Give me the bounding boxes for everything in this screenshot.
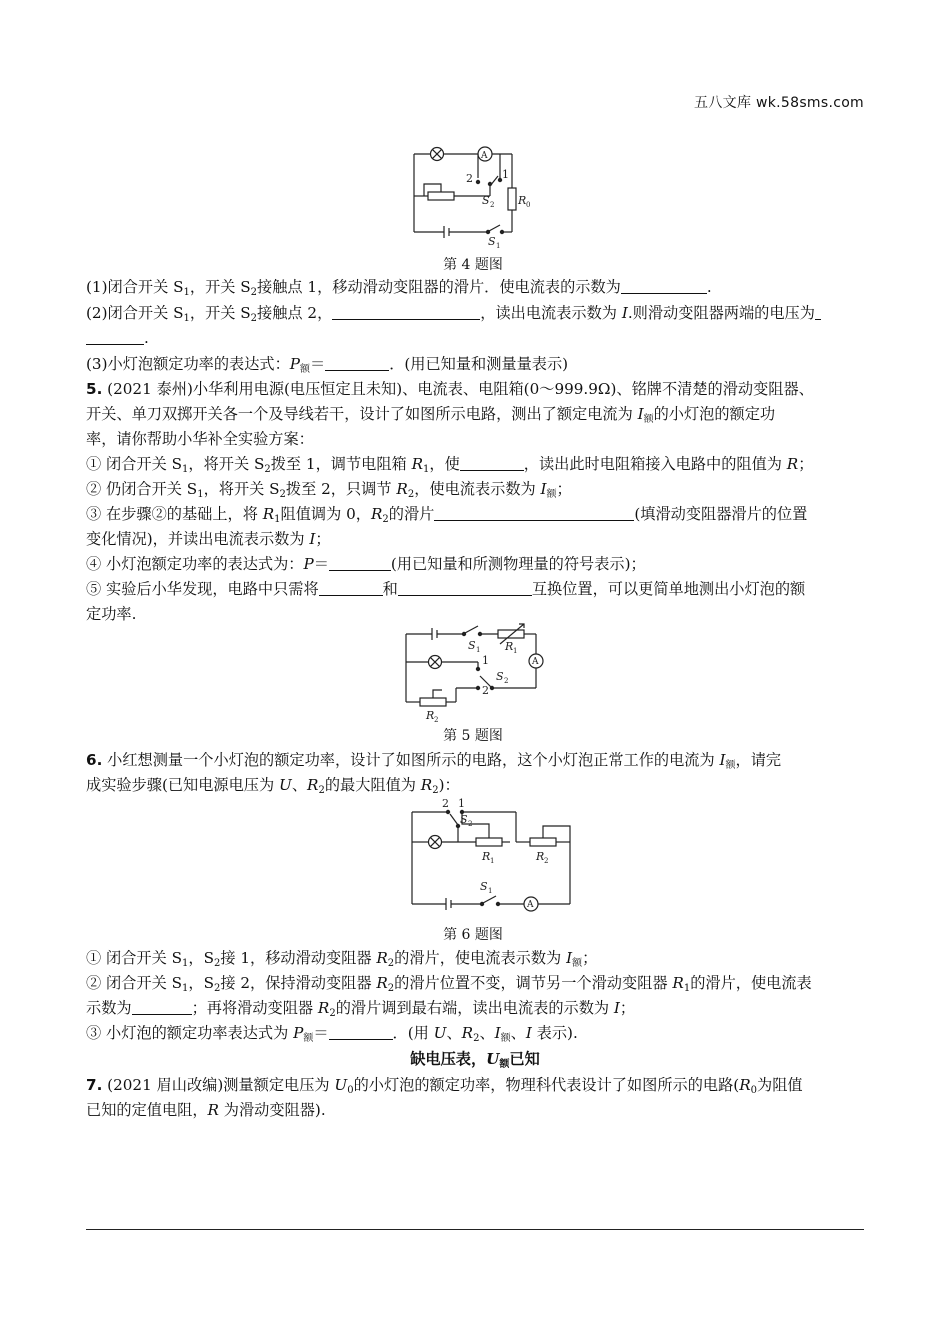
svg-text:1: 1 [482, 654, 489, 667]
svg-text:0: 0 [526, 201, 531, 209]
section-heading: 缺电压表，$U_额$已知 [410, 1050, 540, 1070]
resistance-box [498, 630, 524, 638]
answer-blank[interactable] [332, 303, 480, 320]
q4-step-2-cont: . [86, 326, 866, 351]
svg-text:A: A [527, 900, 534, 910]
answer-blank[interactable] [86, 328, 144, 345]
answer-blank[interactable] [325, 354, 389, 371]
q6-step-2-cont: 示数为 ；再将滑动变阻器 $R_2$的滑片调到最右端，读出电流表的示数为 I； [86, 999, 636, 1019]
svg-text:2: 2 [434, 716, 439, 724]
svg-text:1: 1 [458, 797, 465, 810]
svg-text:R: R [482, 850, 491, 863]
svg-text:1: 1 [490, 857, 495, 865]
rheostat-r2 [530, 838, 556, 846]
svg-text:R: R [518, 194, 527, 207]
svg-text:A: A [481, 151, 488, 161]
q4-step-3: (3)小灯泡额定功率的表达式：$P_额=$ ．(用已知量和测量量表示) [86, 355, 569, 375]
answer-blank[interactable] [398, 579, 532, 596]
answer-blank[interactable] [319, 579, 383, 596]
svg-text:S: S [488, 235, 496, 248]
answer-blank[interactable] [132, 998, 192, 1015]
q6-step-1: ① 闭合开关 $S_1$，$S_2$接 1，移动滑动变阻器 $R_2$的滑片，使电流表示数为 $I_额$； [86, 949, 598, 969]
svg-text:A: A [532, 657, 539, 667]
svg-text:R: R [536, 850, 545, 863]
q5-step-2: ② 仍闭合开关 $S_1$，将开关 $S_2$拨至 2，只调节 $R_2$，使电流表示数为 $I_额$； [86, 480, 572, 500]
answer-blank[interactable] [815, 303, 821, 320]
r0-resistor [508, 188, 516, 210]
rheostat-r1 [476, 838, 502, 846]
svg-text:2: 2 [468, 820, 473, 828]
answer-blank[interactable] [329, 1023, 393, 1040]
q5-step-4: ④ 小灯泡额定功率的表达式为：P＝ (用已知量和所测物理量的符号表示)； [86, 555, 646, 573]
site-watermark: 五八文库 wk.58sms.com [694, 95, 864, 111]
svg-text:S: S [468, 639, 476, 652]
svg-text:1: 1 [476, 646, 481, 654]
svg-text:S: S [496, 670, 504, 683]
q5-step-5: ⑤ 实验后小华发现，电路中只需将 和 互换位置，可以更简单地测出小灯泡的额 [86, 580, 806, 598]
circuit-figure-4 [404, 142, 544, 252]
q7-intro-2: 已知的定值电阻，R 为滑动变阻器). [86, 1101, 326, 1119]
circuit-figure-6 [400, 796, 580, 918]
q5-step-5-cont: 定功率. [86, 605, 137, 623]
answer-blank[interactable] [329, 554, 391, 571]
svg-text:R: R [426, 709, 435, 722]
svg-text:S: S [460, 813, 468, 826]
svg-text:S: S [482, 194, 490, 207]
q6-intro-1: 6. 小红想测量一个小灯泡的额定功率，设计了如图所示的电路，这个小灯泡正常工作的电流为 $I_额$，请完 [86, 751, 782, 771]
svg-text:2: 2 [544, 857, 549, 865]
answer-blank[interactable] [434, 504, 634, 521]
q5-step-3: ③ 在步骤②的基础上，将 $R_1$阻值调为 0，$R_2$的滑片 (填滑动变阻器滑片的位置 [86, 505, 808, 525]
svg-text:2: 2 [466, 172, 473, 185]
q6-intro-2: 成实验步骤(已知电源电压为 U、$R_2$的最大阻值为 $R_2$)： [86, 776, 460, 796]
answer-blank[interactable] [621, 277, 707, 294]
footer-divider [86, 1229, 864, 1230]
q5-step-3-cont: 变化情况)，并读出电流表示数为 I； [86, 530, 331, 548]
svg-text:1: 1 [502, 168, 509, 181]
figure-6-caption: 第 6 题图 [443, 927, 503, 943]
answer-blank[interactable] [460, 454, 524, 471]
figure-5-caption: 第 5 题图 [443, 728, 503, 744]
q6-step-3: ③ 小灯泡的额定功率表达式为 $P_额=$ ．(用 U、$R_2$、$I_额$、I 表示). [86, 1024, 578, 1044]
rheostat-r2 [420, 698, 446, 706]
q6-step-2: ② 闭合开关 $S_1$，$S_2$接 2，保持滑动变阻器 $R_2$的滑片位置不变，调节另一个滑动变阻器 $R_1$的滑片，使电流表 [86, 974, 812, 994]
q5-intro-2: 开关、单刀双掷开关各一个及导线若干，设计了如图所示电路，测出了额定电流为 $I_额$的小灯泡的额定功 [86, 405, 776, 425]
svg-text:2: 2 [442, 797, 449, 810]
svg-text:R: R [505, 640, 514, 653]
svg-text:2: 2 [482, 684, 489, 697]
q4-step-2: (2)闭合开关 $S_1$，开关 $S_2$接触点 2， ，读出电流表示数为 I.则滑动变阻器两端的电压为 [86, 301, 866, 331]
q5-intro-3: 率，请你帮助小华补全实验方案： [86, 430, 314, 448]
q4-step-1: (1)闭合开关 $S_1$，开关 $S_2$接触点 1，移动滑动变阻器的滑片．使电流表的示数为 . [86, 278, 712, 298]
svg-text:1: 1 [496, 242, 501, 250]
svg-text:2: 2 [504, 677, 509, 685]
circuit-figure-5 [398, 622, 558, 726]
q5-intro-1: 5. (2021 泰州)小华利用电源(电压恒定且未知)、电流表、电阻箱(0～999.9Ω)、铭牌不清楚的滑动变阻器、 [86, 380, 814, 398]
rheostat [428, 192, 454, 200]
svg-text:S: S [480, 880, 488, 893]
svg-text:1: 1 [513, 647, 518, 655]
figure-4-caption: 第 4 题图 [443, 257, 503, 273]
q7-intro-1: 7. (2021 眉山改编)测量额定电压为 $U_0$的小灯泡的额定功率，物理科代表设计了如图所示的电路($R_0$为阻值 [86, 1076, 803, 1096]
svg-text:2: 2 [490, 201, 495, 209]
q5-step-1: ① 闭合开关 $S_1$，将开关 $S_2$拨至 1，调节电阻箱 $R_1$，使 ，读出此时电阻箱接入电路中的阻值为 R； [86, 455, 814, 475]
svg-text:1: 1 [488, 887, 493, 895]
